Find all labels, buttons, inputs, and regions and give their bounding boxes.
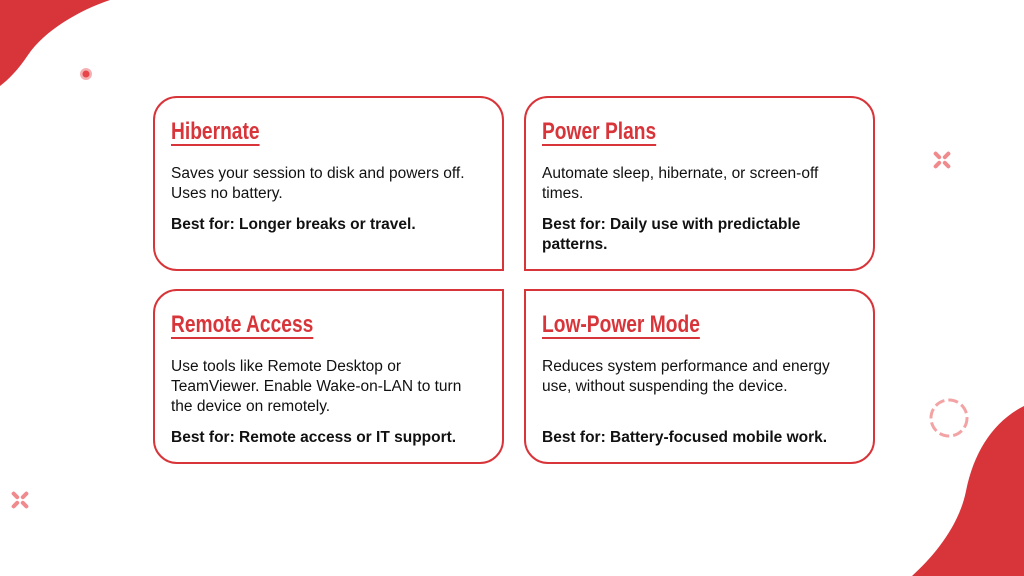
card-description: Saves your session to disk and powers off. Uses no battery. (171, 165, 465, 202)
card-low-power-mode (524, 289, 875, 464)
card-hibernate (153, 96, 504, 271)
card-description: Use tools like Remote Desktop or TeamViewer. Enable Wake-on-LAN to turn the device on remotely. (171, 358, 462, 415)
dashed-ring-icon (927, 396, 971, 440)
sparkle-cross-icon (8, 488, 32, 512)
sparkle-cross-icon (930, 148, 954, 172)
card-description: Reduces system performance and energy use, without suspending the device. (542, 358, 830, 395)
card-title: Low-Power Mode (542, 311, 700, 338)
card-best-for: Best for: Battery-focused mobile work. (542, 429, 828, 446)
card-title: Hibernate (171, 118, 260, 145)
card-power-plans (524, 96, 875, 271)
card-title: Remote Access (171, 311, 314, 338)
card-description: Automate sleep, hibernate, or screen-off times. (542, 165, 819, 202)
glow-dot-icon (79, 67, 93, 81)
card-title: Power Plans (542, 118, 657, 145)
card-remote-access (153, 289, 504, 464)
card-best-for: Best for: Longer breaks or travel. (171, 216, 416, 233)
card-best-for: Best for: Daily use with predictable patterns. (542, 216, 801, 253)
corner-wave-blob-top-left (0, 0, 110, 90)
card-best-for: Best for: Remote access or IT support. (171, 429, 457, 446)
